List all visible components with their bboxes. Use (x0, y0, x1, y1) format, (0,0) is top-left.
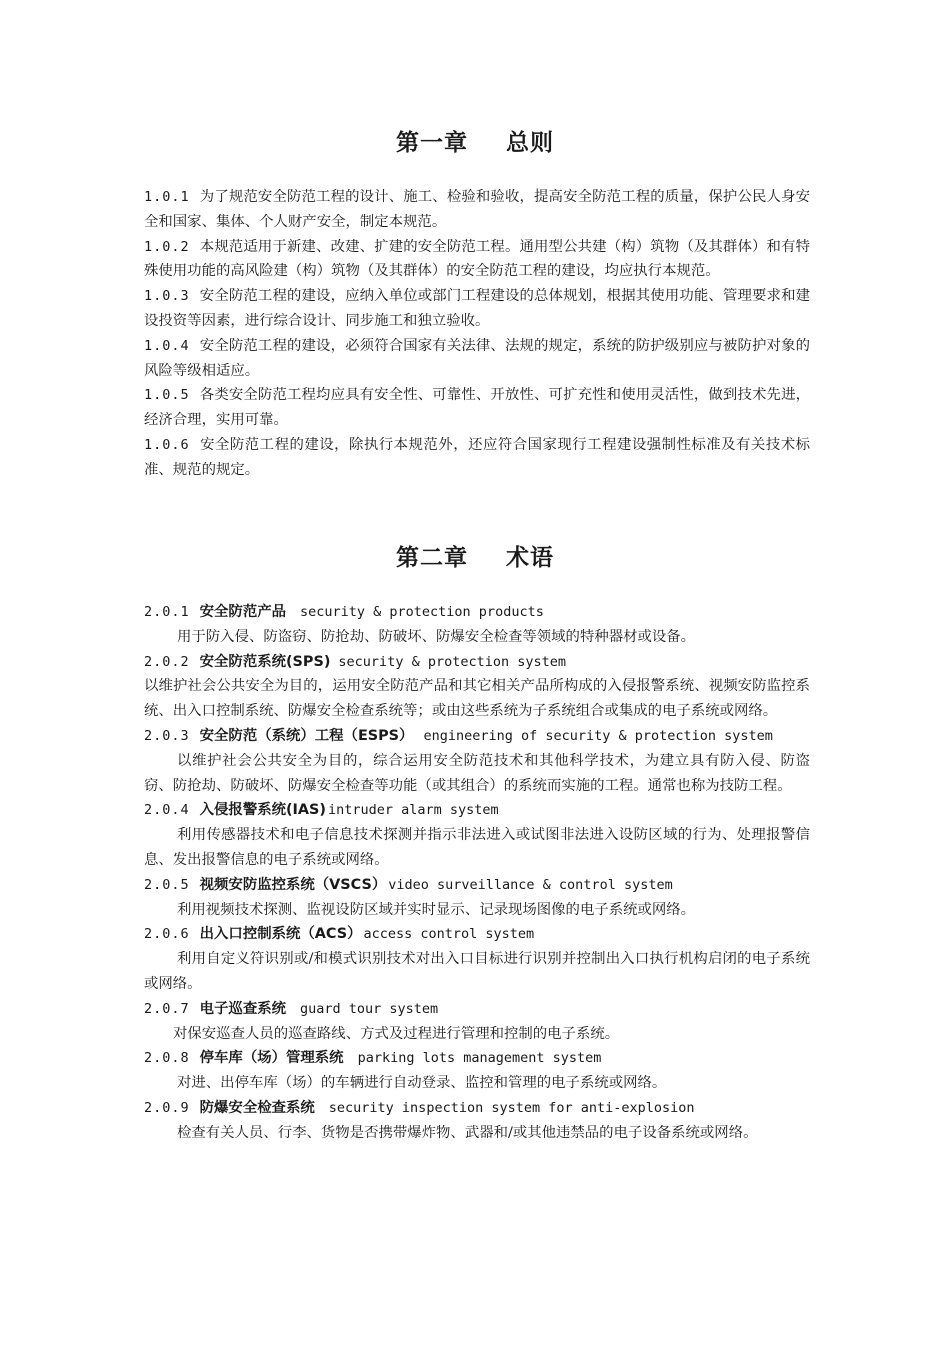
clause-number: 1.0.5 (144, 387, 190, 404)
term-number: 2.0.5 (144, 876, 190, 893)
clause-1-0-4 (144, 334, 810, 384)
term-2-0-3-definition: 以维护社会公共安全为目的，综合运用安全防范技术和其他科学技术，为建立具有防入侵、防盗窃、防抢劫、防破坏、防爆安全检查等功能（或其组合）的系统而实施的工程。通常也称为技防工程。 (144, 752, 810, 794)
chapter-1-title (0, 124, 950, 157)
term-name: 安全防范系统(SPS) (199, 653, 331, 670)
clause-text: 安全防范工程的建设，除执行本规范外，还应符合国家现行工程建设强制性标准及有关技术标准、规范的规定。 (144, 436, 810, 478)
chapter-2-number: 第二章 (396, 545, 468, 571)
term-name: 安全防范产品 (199, 604, 286, 620)
chapter-1-body (144, 185, 810, 483)
term-name: 安全防范（系统）工程（ESPS） (199, 727, 414, 744)
term-2-0-5-heading (144, 873, 810, 898)
term-2-0-6-definition: 利用自定义符识别或/和模式识别技术对出入口目标进行识别并控制出入口执行机构启闭的电子系统或网络。 (144, 951, 810, 992)
term-english: parking lots management system (357, 1050, 602, 1067)
clause-number: 1.0.2 (144, 238, 190, 255)
clause-text: 安全防范工程的建设，必须符合国家有关法律、法规的规定，系统的防护级别应与被防护对象的风险等级相适应。 (144, 337, 810, 379)
term-2-0-2-heading (144, 650, 810, 675)
term-name: 入侵报警系统(IAS) (199, 802, 326, 819)
term-2-0-4-heading (144, 798, 810, 823)
clause-text: 为了规范安全防范工程的设计、施工、检验和验收，提高安全防范工程的质量，保护公民人身安全和国家、集体、个人财产安全，制定本规范。 (144, 189, 810, 230)
term-number: 2.0.1 (144, 604, 190, 620)
term-2-0-3-heading (144, 724, 810, 749)
chapter-2-body (144, 600, 810, 1146)
term-number: 2.0.6 (144, 926, 190, 943)
term-number: 2.0.7 (144, 1000, 190, 1017)
clause-number: 1.0.6 (144, 436, 190, 453)
clause-1-0-2 (144, 235, 810, 285)
term-name: 防爆安全检查系统 (199, 1099, 315, 1116)
term-2-0-1-definition: 用于防入侵、防盗窃、防抢劫、防破坏、防爆安全检查等领域的特种器材或设备。 (177, 628, 696, 645)
term-english: security & protection system (338, 653, 566, 670)
clause-number: 1.0.3 (144, 288, 190, 305)
clause-1-0-6 (144, 433, 810, 483)
term-2-0-7-definition: 对保安巡查人员的巡查路线、方式及过程进行管理和控制的电子系统。 (173, 1025, 620, 1042)
clause-1-0-1 (144, 185, 810, 235)
term-number: 2.0.8 (144, 1050, 190, 1067)
clause-text: 安全防范工程的建设，应纳入单位或部门工程建设的总体规划，根据其使用功能、管理要求和建设投资等因素，进行综合设计、同步施工和独立验收。 (144, 288, 810, 329)
term-english: security inspection system for anti-explosion (328, 1099, 695, 1116)
clause-text: 各类安全防范工程均应具有安全性、可靠性、开放性、可扩充性和使用灵活性，做到技术先进，经济合理，实用可靠。 (144, 387, 810, 429)
term-2-0-8-definition: 对进、出停车库（场）的车辆进行自动登录、监控和管理的电子系统或网络。 (177, 1075, 667, 1092)
term-number: 2.0.3 (144, 727, 190, 744)
term-name: 出入口控制系统（ACS） (199, 926, 362, 943)
term-2-0-1-heading (144, 600, 810, 625)
term-2-0-5-definition: 利用视频技术探测、监视设防区域并实时显示、记录现场图像的电子系统或网络。 (177, 901, 696, 918)
term-english: security & protection products (300, 604, 544, 620)
chapter-1-number: 第一章 (396, 130, 468, 156)
term-english: access control system (363, 926, 535, 943)
term-name: 视频安防监控系统（VSCS） (199, 876, 387, 893)
term-2-0-9-heading (144, 1096, 810, 1121)
term-english: engineering of security & protection system (423, 727, 773, 744)
term-2-0-9-definition: 检查有关人员、行李、货物是否携带爆炸物、武器和/或其他违禁品的电子设备系统或网络。 (177, 1124, 758, 1141)
term-2-0-4-definition: 利用传感器技术和电子信息技术探测并指示非法进入或试图非法进入设防区域的行为、处理报警信息、发出报警信息的电子系统或网络。 (144, 827, 810, 868)
chapter-2-title (0, 539, 950, 572)
term-number: 2.0.4 (144, 802, 190, 819)
term-english: video surveillance & control system (388, 876, 673, 893)
term-english: intruder alarm system (328, 802, 499, 819)
term-2-0-7-heading (144, 997, 810, 1022)
term-2-0-2-definition: 以维护社会公共安全为目的，运用安全防范产品和其它相关产品所构成的入侵报警系统、视频安防监控系统、出入口控制系统、防爆安全检查系统等；或由这些系统为子系统组合或集成的电子系统或网络。 (144, 678, 810, 720)
clause-number: 1.0.4 (144, 337, 190, 354)
chapter-1-name: 总则 (506, 130, 554, 156)
term-number: 2.0.2 (144, 653, 190, 670)
clause-text: 本规范适用于新建、改建、扩建的安全防范工程。通用型公共建（构）筑物（及其群体）和有特殊使用功能的高风险建（构）筑物（及其群体）的安全防范工程的建设，均应执行本规范。 (144, 238, 810, 280)
term-2-0-6-heading (144, 922, 810, 947)
clause-1-0-3 (144, 284, 810, 334)
term-name: 停车库（场）管理系统 (199, 1050, 344, 1067)
term-english: guard tour system (300, 1000, 439, 1017)
term-number: 2.0.9 (144, 1099, 190, 1116)
chapter-2-name: 术语 (506, 545, 554, 571)
term-name: 电子巡查系统 (199, 1000, 286, 1017)
clause-1-0-5 (144, 383, 810, 433)
clause-number: 1.0.1 (144, 189, 190, 205)
term-2-0-8-heading (144, 1046, 810, 1071)
